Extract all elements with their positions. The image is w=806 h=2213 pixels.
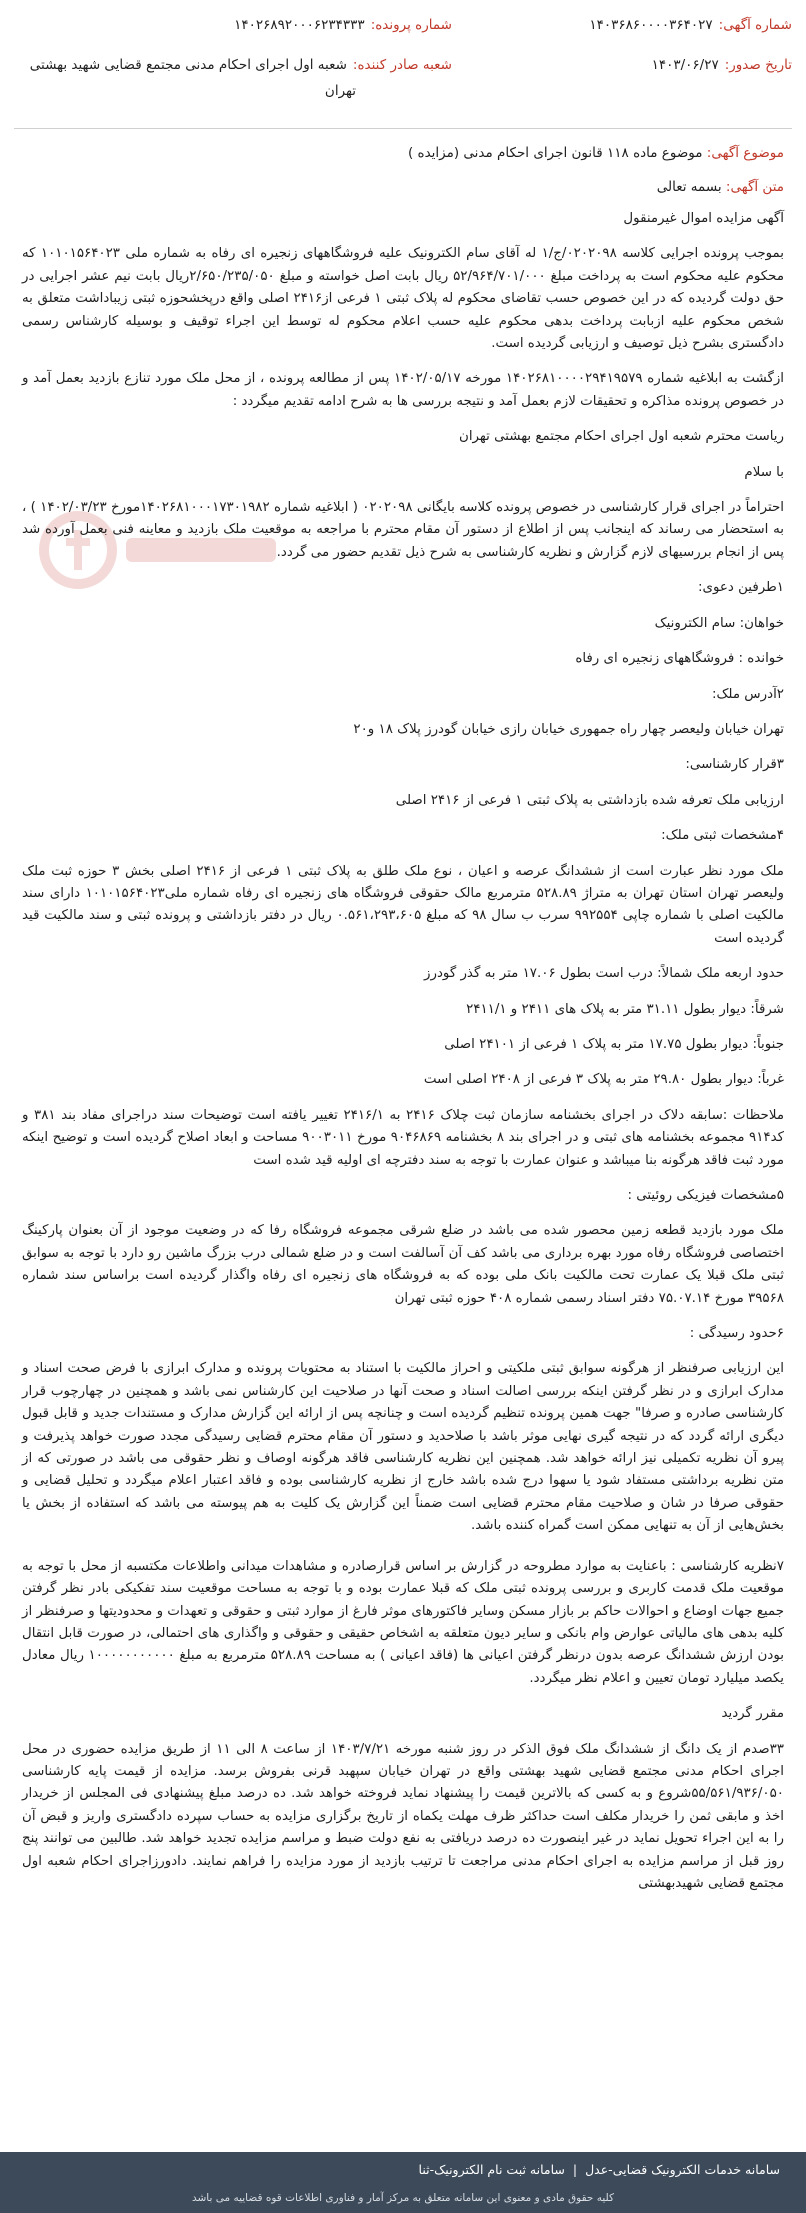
file-number-value: ۱۴۰۲۶۸۹۲۰۰۰۶۲۳۴۳۳۳ (234, 17, 365, 33)
issue-date-row (652, 52, 792, 78)
footer-links (419, 2162, 780, 2177)
section-order-title: ۳قرار کارشناسی: (685, 757, 784, 773)
paragraph-address-to: ریاست محترم شعبه اول اجرای احکام مجتمع بهشتی تهران (458, 429, 784, 445)
text-label: متن آگهی: (725, 179, 784, 195)
notice-body (22, 208, 784, 1895)
decided-heading: مقرر گردید (721, 1706, 784, 1722)
footer-link-sana[interactable]: سامانه ثبت نام الکترونیک-ثنا (418, 2162, 565, 2177)
ad-number-label: شماره آگهی: (718, 17, 792, 33)
subject-row (22, 136, 784, 170)
section-parties-claimant: خواهان: سام الکترونیک (654, 615, 784, 631)
branch-label: شعبه صادر کننده: (352, 57, 452, 73)
border-south: جنوباً: دیوار بطول ۱۷.۷۵ متر به پلاک ۱ فرعی از ۲۴۱۰۱ اصلی (444, 1036, 784, 1052)
section-address-text: تهران خیابان ولیعصر چهار راه جمهوری خیابان رازی خیابان گودرز پلاک ۱۸ و۲۰ (353, 721, 784, 737)
branch-row (30, 52, 452, 78)
branch-value: شعبه اول اجرای احکام مدنی مجتمع قضایی شهید بهشتی (29, 57, 347, 73)
issue-date-value: ۱۴۰۳/۰۶/۲۷ (651, 57, 719, 73)
ad-number-row (589, 12, 792, 38)
section-parties-defendant: خوانده : فروشگاههای زنجیره ای رفاه (575, 651, 784, 667)
footer-separator: | (572, 2162, 578, 2177)
issue-date-label: تاریخ صدور: (724, 57, 792, 73)
notice-title: آگهی مزایده اموال غیرمنقول (623, 211, 784, 226)
section-registry-text: ملک مورد نظر عبارت است از ششدانگ عرصه و اعیان ، نوع ملک طلق به پلاک ثبتی ۱ فرعی از ۲۴۱۶ اصلی بخش ۳ حوزه ثبت ملک ولیعصر تهران استان تهران به متراژ ۵۲۸.۸۹ مترمربع مالک حقوقی فروشگاه های زنجیره ای رفاه شماره ملی۱۰۱۰۱۵۶۴۰۲۳ دارای سند مالکیت اصلی با شماره چاپی ۹۹۲۵۵۴ سرب ب سال ۹۸ که مبلغ ۰.۵۶۱،۲۹۳،۶۰۵ ریال در دفتر بازداشتی و پرونده ثبتی و سند مالکیت قید گردیده است (22, 863, 785, 946)
subject-label: موضوع آگهی: (706, 145, 784, 161)
header-divider (14, 128, 792, 129)
section-registry-notes: ملاحظات :سابقه دلاک در اجرای بخشنامه سازمان ثبت چلاک ۲۴۱۶ به ۲۴۱۶/۱ تغییر یافته است توضیحات سند دراجرای مفاد بند ۳۸۱ و کد۹۱۴ مجموعه بخشنامه های ثبتی و در اجرای بند ۸ بخشنامه ۹۰۴۶۸۶۹ مورخ ۹۰۰۳۰۱۱ مساحت و ابعاد اصلاح گردیده است و توضیح اینکه مورد ثبت فاقد هرگونه بنا میباشد و عنوان عمارت با توجه به سند دفترچه ای اولیه قید شده است (22, 1107, 784, 1168)
text-row (22, 170, 784, 204)
paragraph-greeting: با سلام (744, 464, 784, 480)
notice-header (14, 8, 792, 126)
footer-copyright: کلیه حقوق مادی و معنوی این سامانه متعلق به مرکز آمار و فناوری اطلاعات قوه قضاییه می باشد (191, 2192, 615, 2204)
paragraph-case: بموجب پرونده اجرایی کلاسه ۰۲۰۲۰۹۸/ج/۱ له آقای سام الکترونیک علیه فروشگاههای زنجیره ای رفاه به شماره ملی ۱۰۱۰۱۵۶۴۰۲۳ که محکوم علیه محکوم است به پرداخت مبلغ ۵۲/۹۶۴/۷۰۱/۰۰۰ ریال بابت اصل خواسته و مبلغ ۲/۶۵۰/۲۳۵/۰۵۰ریال بابت نیم عشر اجرایی در حق دولت گردیده که در این خصوص حسب تقاضای محکوم له پلاک ثبتی ۱ فرعی از۲۴۱۶ اصلی واقع درپخشحوزه ثبتی زیباداشت متعلق به شخص محکوم علیه ازبابت پرداخت بدهی محکوم علیه حسب اعلام محکوم له توسط این اجراء توقیف و بوسیله کارشناس رسمی دادگستری بشرح ذیل توصیف و ارزیابی گردیده است. (22, 246, 785, 352)
subject-value: موضوع ماده ۱۱۸ قانون اجرای احکام مدنی (مزایده ) (407, 145, 703, 161)
text-start: بسمه تعالی (656, 179, 722, 195)
section-opinion-text: ۷نظریه کارشناسی : باعنایت به موارد مطروحه در گزارش بر اساس قرارصادره و مشاهدات میدانی واطلاعات مکتسبه از محل با توجه به موقعیت ملک قدمت کاربری و بررسی پرونده ثبتی ملک که قبلا عمارت بوده و با توجه به مساحت موقعیت سند تفکیکی بادر نظر گرفتن جمیع جهات اوضاع و احوالات حاکم بر بازار مسکن وسایر فاکتورهای موثر فارغ از موارد ثبتی و حقوقی و تعهدات و محدودیتها و صرفنظر از کلیه بدهی های مالیاتی عوارض وام بانکی و سایر دیون متعلقه به اشخاص حقیقی و حقوقی و واگذاری های احتمالی، در صورت قابل انتقال بودن ارزش ششدانگ عرصه بدون درنظر گرفتن اعیانی ها (فاقد اعیانی ) به مساحت ۵۲۸.۸۹ مترمربع به مبلغ ۱۰۰۰۰۰۰۰۰۰۰۰ ریال معادل یکصد میلیارد تومان تعیین و اعلام نظر میگردد. (22, 1558, 784, 1686)
notice-meta (22, 136, 784, 204)
file-number-row (234, 12, 452, 38)
auction-terms-text: ۳۳صدم از یک دانگ از ششدانگ ملک فوق الذکر در روز شنبه مورخه ۱۴۰۳/۷/۲۱ از ساعت ۸ الی ۱۱ از طریق مزایده حضوری در محل اجرای احکام مدنی مجتمع قضایی شهید بهشتی واقع در تهران خیابان سپهبد قرنی بفروش برسد. مزایده از قیمت پایه کارشناسی ۵۵/۵۶۱/۹۳۶/۰۵۰شروع و به کسی که بالاترین قیمت را پیشنهاد نماید فروخته خواهد شد. ده درصد مبلغ پیشنهادی فی المجلس از خریدار اخذ و مابقی ثمن را خریدار مکلف است حداکثر ظرف مهلت یکماه از تاریخ برگزاری مزایده به حساب سپرده دادگستری واریز و قبض آن را به این اجراء تحویل نماید در غیر اینصورت ده درصد دریافتی به نفع دولت ضبط و مراسم مزایده تجدید خواهد شد. طالبین می توانند پنج روز قبل از مراسم مزایده به اجرای احکام مدنی مراجعت تا ترتیب بازدید از مورد مزایده را فراهم نمایند. دادورزاجرای احکام شعبه اول مجتمع قضایی شهیدبهشتی (22, 1741, 784, 1891)
section-address-title: ۲آدرس ملک: (711, 686, 784, 702)
section-scope-title: ۶حدود رسیدگی : (689, 1326, 784, 1342)
border-west: غرباً: دیوار بطول ۲۹.۸۰ متر به پلاک ۳ فرعی از ۲۴۰۸ اصلی است (423, 1072, 784, 1088)
section-registry-title: ۴مشخصات ثبتی ملک: (661, 828, 784, 844)
branch-value-2: تهران (324, 83, 356, 99)
paragraph-intro: احتراماً در اجرای قرار کارشناسی در خصوص پرونده کلاسه بایگانی ۰۲۰۲۰۹۸ ( ابلاغیه شماره ۱۴۰۲۶۸۱۰۰۰۱۷۳۰۱۹۸۲مورخ ۱۴۰۲/۰۳/۲۳ ) ، به استحضار می رساند که اینجانب پس از اطلاع از دستور آن مقام محترم با مراجعه به موقعیت ملک بازدید و معاینه فنی بعمل آورده شد پس از انجام بررسیهای لازم گزارش و نظریه کارشناسی به شرح ذیل تقدیم حضور می گردد. (22, 500, 784, 560)
branch-row-2 (325, 78, 362, 104)
site-footer (0, 2152, 806, 2213)
section-physical-title: ۵مشخصات فیزیکی روئیتی : (627, 1188, 784, 1203)
paragraph-return: ازگشت به ابلاغیه شماره ۱۴۰۲۶۸۱۰۰۰۰۲۹۴۱۹۵۷۹ مورخه ۱۴۰۲/۰۵/۱۷ پس از مطالعه پرونده ، از محل ملک مورد تنازع بازدید بعمل آمد و در خصوص پرونده مذاکره و تحقیقات لازم بعمل آمد و نتیجه بررسی ها به شرح ادامه تقدیم میگردد : (22, 371, 784, 409)
section-physical-text: ملک مورد بازدید قطعه زمین محصور شده می باشد در ضلع شرقی مجموعه فروشگاه رفا که در وضعیت موجود از آن بعنوان پارکینگ اختصاصی فروشگاه رفاه مورد بهره برداری می باشد کف آن آسالفت است و در ضلع شمالی درب بزرگ ماشین رو دارد با توجه به سوابق ثبتی ملک قبلا یک عمارت تحت مالکیت بانک ملی بوده که به فروشگاه های زنجیره ای رفاه واگذار گردیده است براساس سند شماره ۳۹۵۶۸ مورخ ۷۵.۰۷.۱۴ دفتر اسناد رسمی شماره ۴۰۸ حوزه ثبتی تهران (22, 1223, 784, 1306)
ad-number-value: ۱۴۰۳۶۸۶۰۰۰۰۳۶۴۰۲۷ (589, 17, 713, 33)
footer-link-adl[interactable]: سامانه خدمات الکترونیک قضایی-عدل (585, 2162, 780, 2177)
section-order-text: ارزیابی ملک تعرفه شده بازداشتی به پلاک ثبتی ۱ فرعی از ۲۴۱۶ اصلی (395, 792, 784, 808)
section-parties-title: ۱طرفین دعوی: (697, 580, 784, 596)
file-number-label: شماره پرونده: (370, 17, 452, 33)
border-north: حدود اربعه ملک شمالاً: درب است بطول ۱۷.۰۶ متر به گذر گودرز (424, 966, 784, 982)
section-scope-text: این ارزیابی صرفنظر از هرگونه سوابق ثبتی ملکیتی و احراز مالکیت با استناد به محتویات پرونده و مدارک ابرازی با فرض صحت اسناد و مدارک ابرازی و در نظر گرفتن اینکه بررسی اصالت اسناد و صحت آنها در صلاحیت این کارشناس نمی باشد و همچنین در چهارچوب قرار کارشناسی صادره و صرفا" جهت همین پرونده تنظیم گردیده است و چنانچه پس از ارائه این گزارش مدارک و مستندات جدید و قابل قبول دیگری ارائه گردد که در نتیجه گیری نهایی موثر باشد با صلاحدید و دستور آن مقام محترم قضایی رسیدگی مجدد صورت خواهد پذیرفت و پیرو آن نظریه تکمیلی نیز ارائه خواهد شد. همچنین این نظریه کارشناسی فاقد هرگونه اوصاف و نظر حقوقی می باشد در صورتی که از متن نظریه برداشتی مستفاد شود یا سهوا درج شده باشد خارج از نظریه کارشناسی بوده و فاقد اعتبار اعلام میگردد و تحلیل قضایی و حقوقی صرفا در شان و صلاحیت مقام محترم قضایی است ضمناً این گزارش یک کلیت به هم پیوسته می باشد که استفاده از بخش یا بخش‌هایی از آن به تنهایی ممکن است گمراه کننده باشد. (22, 1361, 784, 1534)
border-east: شرقاً: دیوار بطول ۳۱.۱۱ متر به پلاک های ۲۴۱۱ و ۲۴۱۱/۱ (466, 1001, 784, 1017)
